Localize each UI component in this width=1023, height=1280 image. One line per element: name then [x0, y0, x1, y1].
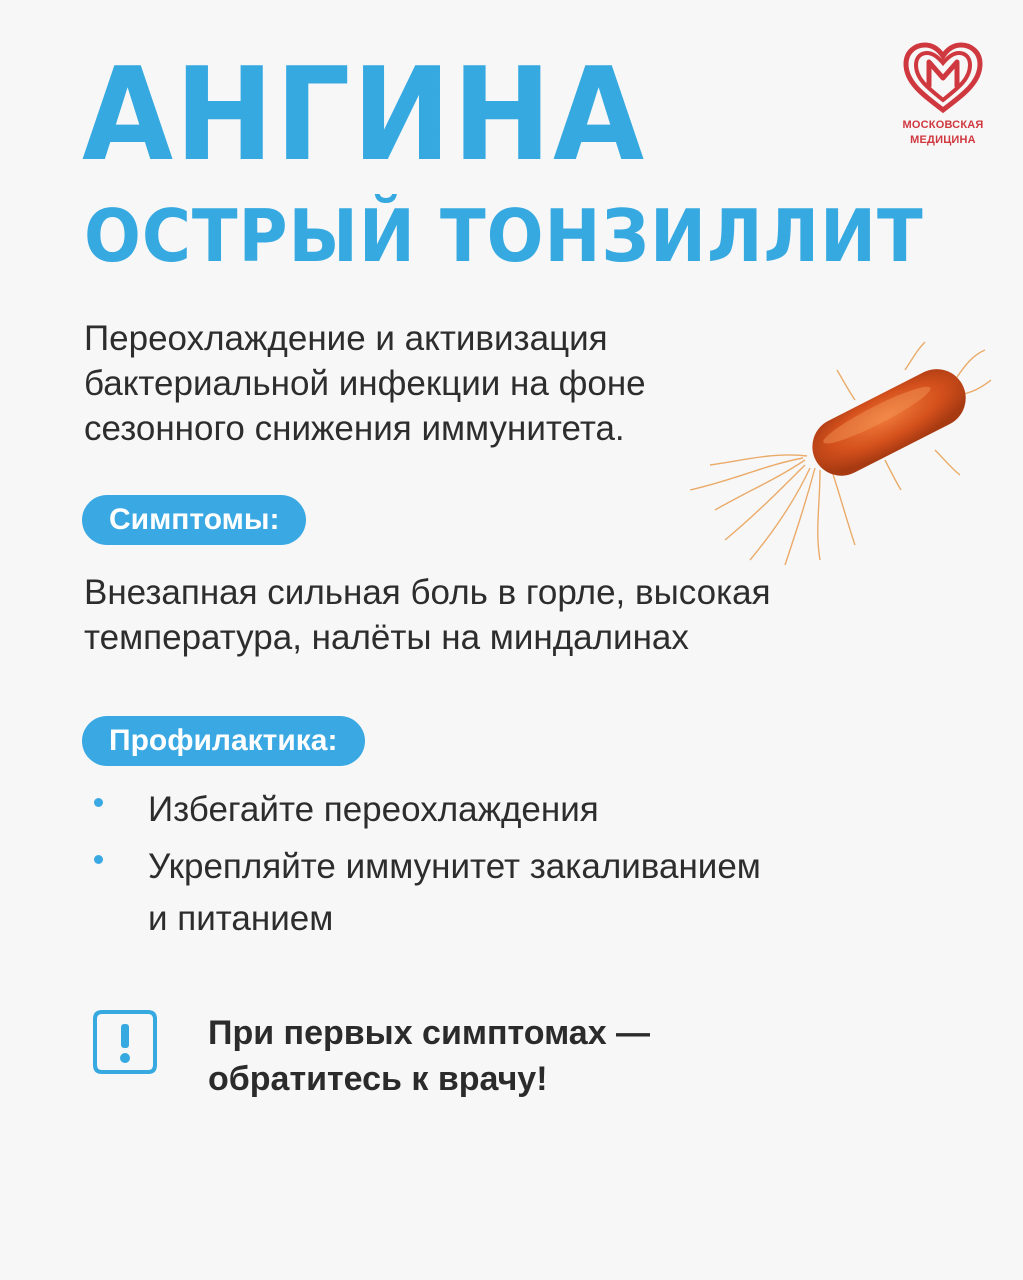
page-subtitle: ОСТРЫЙ ТОНЗИЛЛИТ: [84, 194, 924, 278]
page-title: АНГИНА: [82, 41, 647, 190]
heart-m-logo-icon: [902, 42, 984, 114]
bullet-icon: [94, 798, 103, 807]
symptoms-text: [84, 570, 904, 660]
prevention-list: [84, 784, 884, 945]
bullet-icon: [94, 855, 103, 864]
exclamation-icon: [92, 1009, 158, 1075]
warning-line: При первых симптомах —: [208, 1014, 651, 1052]
logo-text-line1: МОСКОВСКАЯ: [902, 119, 984, 131]
prevention-label: Профилактика:: [82, 716, 365, 766]
warning-line: обратитесь к врачу!: [208, 1060, 548, 1098]
brand-logo: [888, 42, 998, 162]
list-item-line: и питанием: [148, 899, 334, 938]
logo-text-line2: МЕДИЦИНА: [910, 134, 976, 146]
list-item: [84, 784, 884, 836]
list-item-line: Укрепляйте иммунитет закаливанием: [148, 847, 761, 886]
symptoms-line: температура, налёты на миндалинах: [84, 618, 689, 657]
symptoms-label: Симптомы:: [82, 495, 306, 545]
bacterium-illustration: [655, 340, 995, 570]
symptoms-line: Внезапная сильная боль в горле, высокая: [84, 573, 771, 612]
list-item-line: Избегайте переохлаждения: [148, 790, 599, 829]
warning-text: [208, 1010, 650, 1102]
list-item: [84, 841, 884, 945]
intro-line: Переохлаждение и активизация: [84, 319, 608, 358]
intro-line: сезонного снижения иммунитета.: [84, 409, 625, 448]
intro-line: бактериальной инфекции на фоне: [84, 364, 646, 403]
